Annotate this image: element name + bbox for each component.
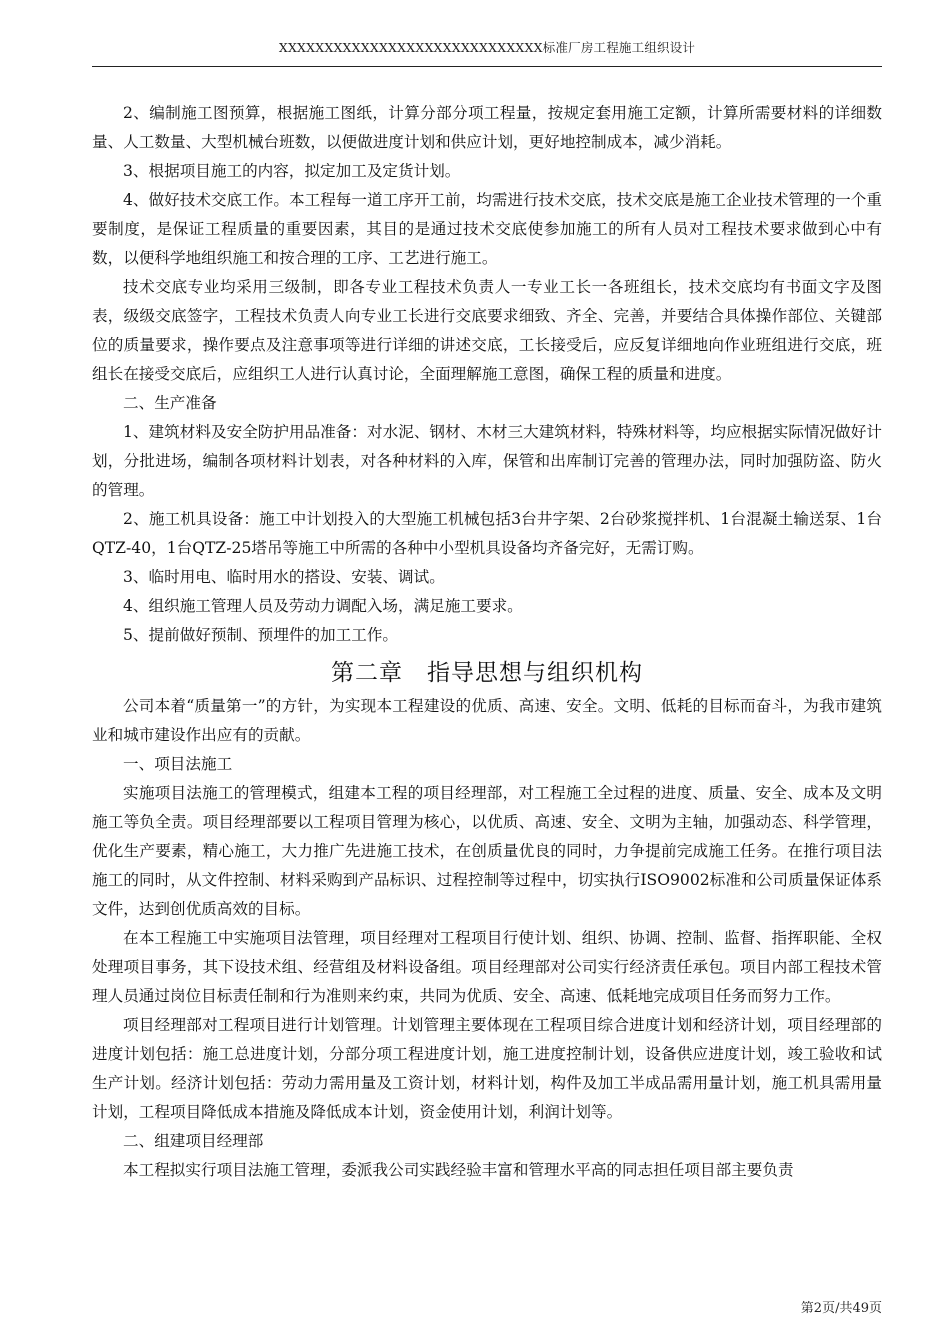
paragraph: 2、编制施工图预算，根据施工图纸，计算分部分项工程量，按规定套用施工定额，计算所需要材料的详细数量、人工数量、大型机械台班数，以便做进度计划和供应计划，更好地控制成本，减少消耗。: [92, 104, 882, 151]
paragraph: 4、做好技术交底工作。本工程每一道工序开工前，均需进行技术交底，技术交底是施工企业技术管理的一个重要制度，是保证工程质量的重要因素，其目的是通过技术交底使参加施工的所有人员对工程技术要求做到心中有数，以便科学地组织施工和按合理的工序、工艺进行施工。: [92, 191, 882, 267]
paragraph: 1、建筑材料及安全防护用品准备：对水泥、钢材、木材三大建筑材料，特殊材料等，均应根据实际情况做好计划，分批进场，编制各项材料计划表，对各种材料的入库，保管和出库制订完善的管理办法，同时加强防盗、防火的管理。: [92, 423, 882, 499]
section-heading: 二、生产准备: [123, 394, 217, 412]
paragraph: 技术交底专业均采用三级制，即各专业工程技术负责人一专业工长一各班组长，技术交底均有书面文字及图表，级级交底签字，工程技术负责人向专业工长进行交底要求细致、齐全、完善，并要结合具体操作部位、关键部位的质量要求，操作要点及注意事项等进行详细的讲述交底，工长接受后，应反复详细地向作业班组进行交底，班组长在接受交底后，应组织工人进行认真讨论，全面理解施工意图，确保工程的质量和进度。: [92, 278, 882, 383]
paragraph: 本工程拟实行项目法施工管理，委派我公司实践经验丰富和管理水平高的同志担任项目部主要负责: [123, 1161, 794, 1179]
chapter-title: 第二章 指导思想与组织机构: [331, 660, 643, 686]
paragraph: 3、根据项目施工的内容，拟定加工及定货计划。: [123, 162, 461, 180]
paragraph: 3、临时用电、临时用水的搭设、安装、调试。: [123, 568, 445, 586]
paragraph: 5、提前做好预制、预埋件的加工工作。: [123, 626, 399, 644]
section-heading: 二、组建项目经理部: [123, 1132, 264, 1150]
paragraph: 公司本着“质量第一”的方针，为实现本工程建设的优质、高速、安全。文明、低耗的目标而奋斗，为我市建筑业和城市建设作出应有的贡献。: [92, 697, 882, 744]
paragraph: 4、组织施工管理人员及劳动力调配入场，满足施工要求。: [123, 597, 523, 615]
document-body: [92, 99, 882, 1185]
page-header: XXXXXXXXXXXXXXXXXXXXXXXXXXXXX标准厂房工程施工组织设计: [278, 40, 696, 55]
section-heading: 一、项目法施工: [123, 755, 233, 773]
header-divider: [92, 66, 882, 67]
paragraph: 项目经理部对工程项目进行计划管理。计划管理主要体现在工程项目综合进度计划和经济计划，项目经理部的进度计划包括：施工总进度计划，分部分项工程进度计划，施工进度控制计划，设备供应进度计划，竣工验收和试生产计划。经济计划包括：劳动力需用量及工资计划，材料计划，构件及加工半成品需用量计划，施工机具需用量计划，工程项目降低成本措施及降低成本计划，资金使用计划，利润计划等。: [92, 1016, 882, 1121]
paragraph: 在本工程施工中实施项目法管理，项目经理对工程项目行使计划、组织、协调、控制、监督、指挥职能、全权处理项目事务，其下设技术组、经营组及材料设备组。项目经理部对公司实行经济责任承包。项目内部工程技术管理人员通过岗位目标责任制和行为准则来约束，共同为优质、安全、高速、低耗地完成项目任务而努力工作。: [92, 929, 882, 1005]
page-number: 第2页/共49页: [800, 1301, 882, 1316]
paragraph: 实施项目法施工的管理模式，组建本工程的项目经理部，对工程施工全过程的进度、质量、安全、成本及文明施工等负全责。项目经理部要以工程项目管理为核心，以优质、高速、安全、文明为主轴，加强动态、科学管理，优化生产要素，精心施工，大力推广先进施工技术，在创质量优良的同时，力争提前完成施工任务。在推行项目法施工的同时，从文件控制、材料采购到产品标识、过程控制等过程中，切实执行ISO9002标准和公司质量保证体系文件，达到创优质高效的目标。: [92, 784, 882, 918]
paragraph: 2、施工机具设备：施工中计划投入的大型施工机械包括3台井字架、2台砂浆搅拌机、1台混凝土输送泵、1台QTZ-40，1台QTZ-25塔吊等施工中所需的各种中小型机具设备均齐备完好，无需订购。: [92, 510, 882, 557]
